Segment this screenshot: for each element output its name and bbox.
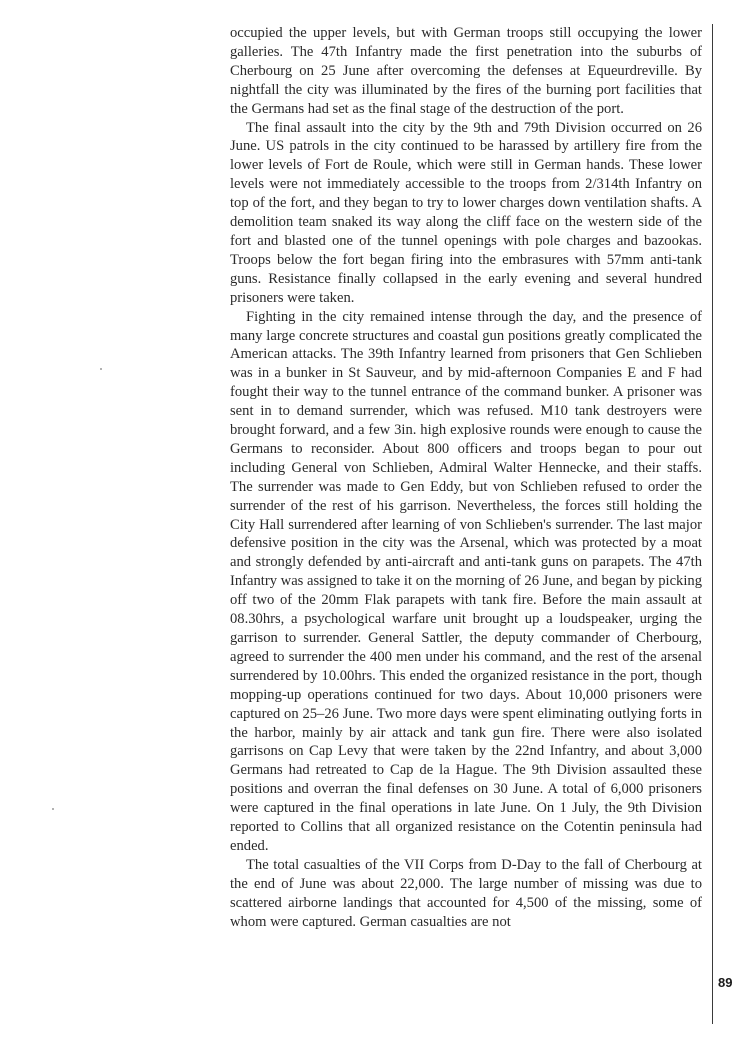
body-text [230,24,702,932]
page-number: 89 [718,975,733,990]
margin-rule [712,24,713,1024]
paragraph-1: occupied the upper levels, but with German troops still occupying the lower galleries. The 47th Infantry made the first penetration into the suburbs of Cherbourg on 25 June after overcoming the defenses at Equeurdreville. By nightfall the city was illuminated by the fires of the burning port facilities that the Germans had set as the final stage of the destruction of the port. [230,25,702,117]
scan-speck [52,808,54,810]
paragraph-2: The final assault into the city by the 9th and 79th Division occurred on 26 June. US patrols in the city continued to be harassed by artillery fire from the lower levels of Fort de Roule, which were still in German hands. These lower levels were not immediately accessible to the troops from 2/314th Infantry on top of the fort, and they began to try to lower charges down ventilation shafts. A demolition team snaked its way along the cliff face on the western side of the fort and blasted one of the tunnel openings with pole charges and bazookas. Troops below the fort began firing into the embrasures with 57mm anti-tank guns. Resistance finally collapsed in the early evening and several hundred prisoners were taken. [230,119,702,306]
paragraph-3: Fighting in the city remained intense through the day, and the presence of many large concrete structures and coastal gun positions greatly complicated the American attacks. The 39th Infantry learned from prisoners that Gen Schlieben was in a bunker in St Sauveur, and by mid-afternoon Companies E and F had fought their way to the tunnel entrance of the command bunker. A prisoner was sent in to demand surrender, which was refused. M10 tank destroyers were brought forward, and a few 3in. high explosive rounds were enough to cause the Germans to reconsider. About 800 officers and troops began to pour out including General von Schlieben, Admiral Walter Hennecke, and their staffs. The surrender was made to Gen Eddy, but von Schlieben refused to order the surrender of the rest of his garrison. Nevertheless, the forces still holding the City Hall surrendered after learning of von Schlieben's surrender. The last major defensive position in the city was the Arsenal, which was protected by a moat and strongly defended by anti-aircraft and anti-tank guns on parapets. The 47th Infantry was assigned to take it on the morning of 26 June, and began by picking off two of the 20mm Flak parapets with tank fire. Before the main assault at 08.30hrs, a psychological warfare unit brought up a loudspeaker, urging the garrison to surrender. General Sattler, the deputy commander of Cherbourg, agreed to surrender the 400 men under his command, and the rest of the arsenal surrendered by 10.00hrs. This ended the organized resistance in the port, though mopping-up operations continued for two days. About 10,000 prisoners were captured on 25–26 June. Two more days were spent eliminating outlying forts in the harbor, mainly by air attack and tank gun fire. There were also isolated garrisons on Cap Levy that were taken by the 22nd Infantry, and about 3,000 Germans had retreated to Cap de la Hague. The 9th Division assaulted these positions and overran the final defenses on 30 June. A total of 6,000 prisoners were captured in the final operations in late June. On 1 July, the 9th Division reported to Collins that all organized resistance on the Cotentin peninsula had ended. [230,308,702,854]
scan-speck [100,368,102,370]
paragraph-4: The total casualties of the VII Corps from D-Day to the fall of Cherbourg at the end of June was about 22,000. The large number of missing was due to scattered airborne landings that accounted for 4,500 of the missing, some of whom were captured. German casualties are not [230,856,702,930]
